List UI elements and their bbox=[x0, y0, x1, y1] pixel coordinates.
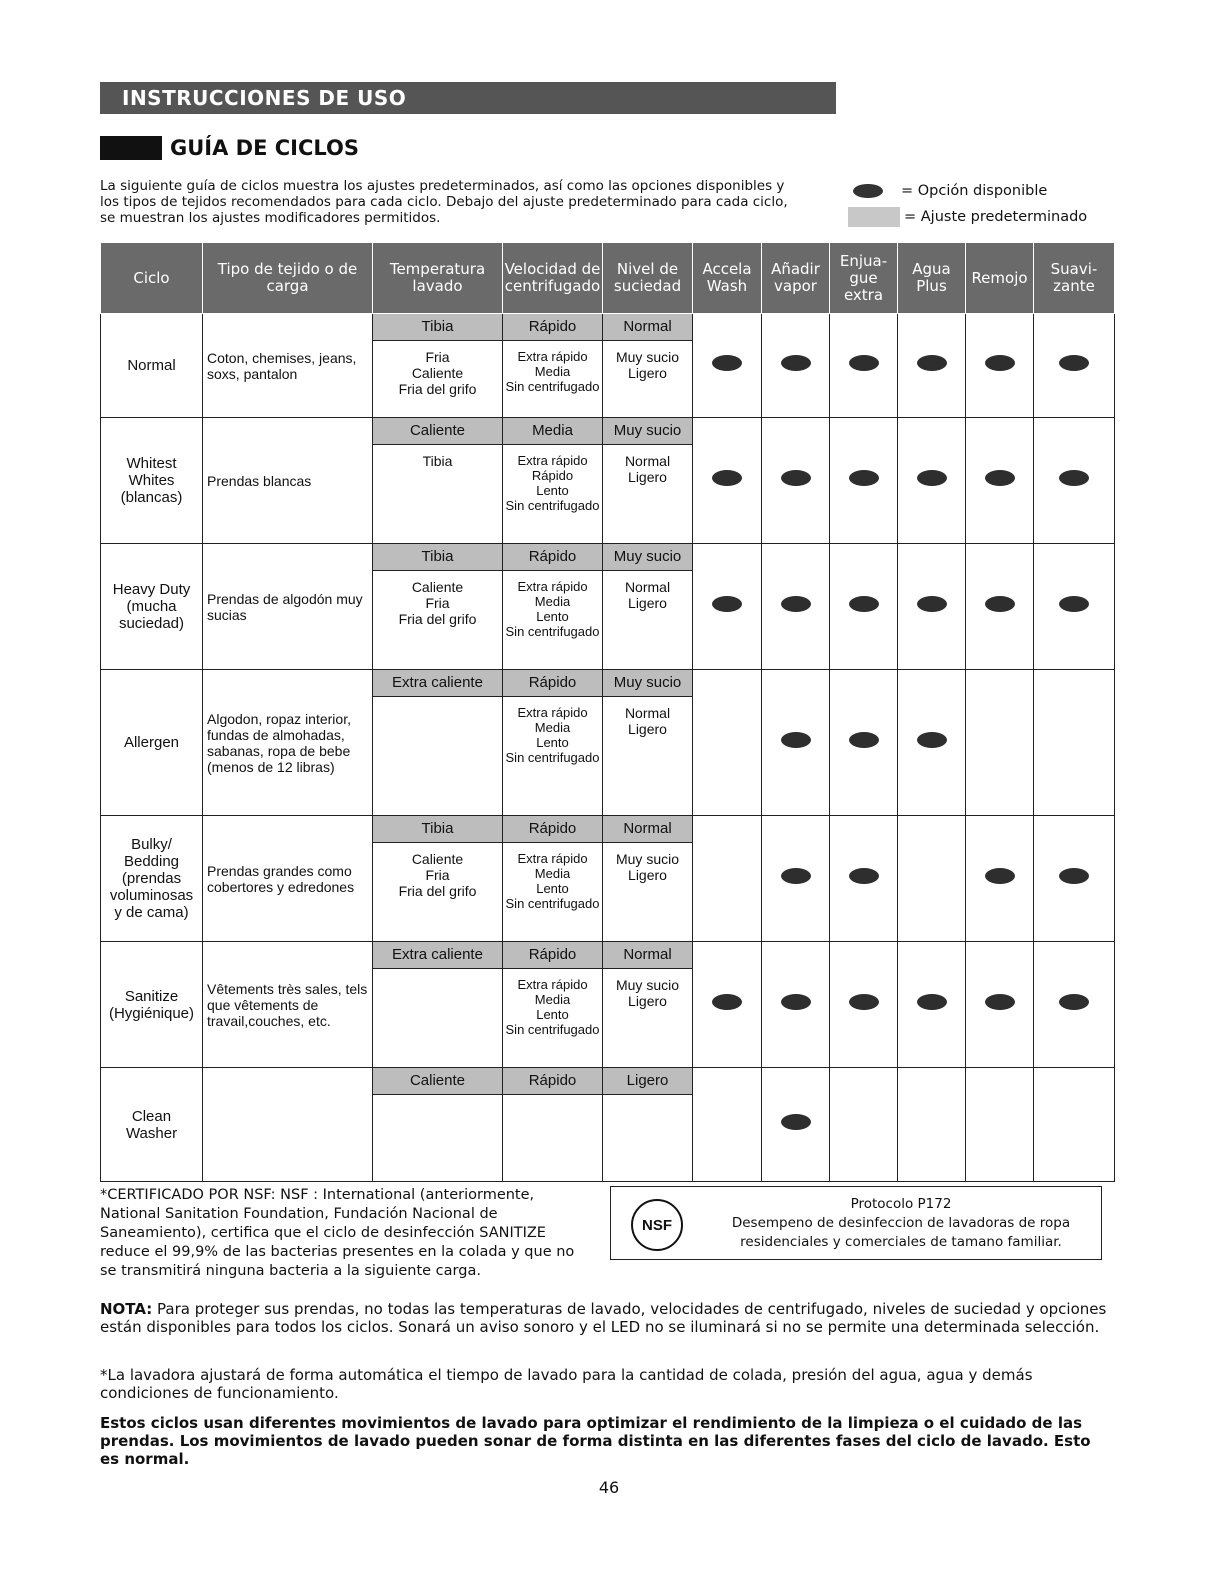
table-row bbox=[101, 670, 1115, 816]
option-available-icon bbox=[985, 994, 1015, 1010]
spin-speed-cell bbox=[503, 942, 603, 1068]
table-header-row bbox=[101, 243, 1115, 314]
option-cell bbox=[830, 816, 898, 942]
cycle-name-cell bbox=[101, 544, 203, 670]
temperature-cell bbox=[373, 418, 503, 544]
option-cell bbox=[830, 670, 898, 816]
spin-speed-options: Extra rápido Media Lento Sin centrifugado bbox=[505, 579, 600, 639]
option-cell bbox=[966, 670, 1034, 816]
soil-level-options: Normal Ligero bbox=[624, 705, 671, 737]
nota-paragraph bbox=[100, 1300, 1110, 1336]
fabric-type-cell-text: Coton, chemises, jeans, soxs, pantalon bbox=[207, 349, 357, 382]
nsf-logo: NSF bbox=[631, 1199, 683, 1251]
option-available-icon bbox=[849, 994, 879, 1010]
soil-level-options bbox=[603, 1095, 692, 1103]
table-row bbox=[101, 544, 1115, 670]
option-available-icon bbox=[1059, 470, 1089, 486]
spin-speed-options bbox=[503, 1095, 602, 1103]
column-header: Accela Wash bbox=[693, 243, 762, 314]
legend-default-label: = Ajuste predeterminado bbox=[904, 209, 1088, 225]
option-available-icon bbox=[1059, 868, 1089, 884]
temperature-options bbox=[373, 1095, 502, 1103]
option-available-icon bbox=[849, 355, 879, 371]
option-cell bbox=[1034, 670, 1115, 816]
column-header: Remojo bbox=[966, 243, 1034, 314]
spin-speed-default: Rápido bbox=[503, 670, 602, 697]
cycle-name-cell-text: Normal bbox=[127, 357, 176, 374]
soil-level-default: Muy sucio bbox=[603, 544, 692, 571]
spin-speed-default: Media bbox=[503, 418, 602, 445]
fabric-type-cell-text: Algodon, ropaz interior, fundas de almohadas, sabanas, ropa de bebe (menos de 12 libras) bbox=[207, 710, 351, 775]
column-header: Suavi- zante bbox=[1034, 243, 1115, 314]
temperature-cell bbox=[373, 314, 503, 418]
soil-level-cell bbox=[603, 670, 693, 816]
table-row bbox=[101, 1068, 1115, 1182]
spin-speed-default: Rápido bbox=[503, 816, 602, 843]
soil-level-default: Muy sucio bbox=[603, 670, 692, 697]
option-cell bbox=[693, 418, 762, 544]
spin-speed-options: Extra rápido Media Sin centrifugado bbox=[505, 349, 600, 394]
option-available-icon bbox=[985, 470, 1015, 486]
option-cell bbox=[898, 816, 966, 942]
intro-paragraph: La siguiente guía de ciclos muestra los ajustes predeterminados, así como las opciones disponibles y los tipos de tejidos recomendados para cada ciclo. Debajo del ajuste predeterminado para cada ciclo, se muestran los ajustes modificadores permitidos. bbox=[100, 178, 788, 226]
soil-level-default: Normal bbox=[603, 942, 692, 969]
column-header: Añadir vapor bbox=[762, 243, 830, 314]
soil-level-default: Ligero bbox=[603, 1068, 692, 1095]
spin-speed-cell bbox=[503, 544, 603, 670]
table-row bbox=[101, 418, 1115, 544]
option-cell bbox=[830, 314, 898, 418]
option-available-icon bbox=[781, 596, 811, 612]
option-cell bbox=[830, 418, 898, 544]
option-available-icon bbox=[917, 355, 947, 371]
table-row bbox=[101, 816, 1115, 942]
temperature-default: Tibia bbox=[373, 816, 502, 843]
spin-speed-options: Extra rápido Media Lento Sin centrifugado bbox=[505, 705, 600, 765]
legend-available bbox=[848, 178, 1087, 204]
column-header: Nivel de suciedad bbox=[603, 243, 693, 314]
cycle-name-cell-text: Allergen bbox=[123, 734, 180, 751]
option-cell bbox=[693, 544, 762, 670]
column-header: Temperatura lavado bbox=[373, 243, 503, 314]
cycle-name-cell-text: Heavy Duty (mucha suciedad) bbox=[112, 581, 191, 632]
nsf-certification-note: *CERTIFICADO POR NSF: NSF : International (anteriormente, National Sanitation Foundation, Fundación Nacional de Saneamiento), certifica que el ciclo de desinfección SANITIZE reduce el 99,9% de las bacterias presentes en la colada y que no se transmitirá ninguna bacteria a la siguiente carga. bbox=[100, 1187, 575, 1279]
spin-speed-cell bbox=[503, 314, 603, 418]
option-available-icon bbox=[712, 355, 742, 371]
temperature-default: Extra caliente bbox=[373, 942, 502, 969]
temperature-cell bbox=[373, 1068, 503, 1182]
nota-text: Para proteger sus prendas, no todas las temperaturas de lavado, velocidades de centrifugado, niveles de suciedad y opciones están disponibles para todos los ciclos. Sonará un aviso sonoro y el LED no se iluminará si no se permite una determinada selección. bbox=[100, 1300, 1107, 1336]
option-cell bbox=[762, 1068, 830, 1182]
soil-level-default: Normal bbox=[603, 314, 692, 341]
heading-bar bbox=[100, 136, 162, 160]
option-cell bbox=[693, 816, 762, 942]
cycle-name-cell bbox=[101, 1068, 203, 1182]
page-title: GUÍA DE CICLOS bbox=[170, 136, 359, 160]
spin-speed-options: Extra rápido Media Lento Sin centrifugado bbox=[505, 977, 600, 1037]
option-cell bbox=[898, 544, 966, 670]
table-row bbox=[101, 314, 1115, 418]
option-cell bbox=[966, 544, 1034, 670]
temperature-default: Caliente bbox=[373, 1068, 502, 1095]
temperature-default: Caliente bbox=[373, 418, 502, 445]
nsf-protocol-description: Desempeno de desinfeccion de lavadoras de ropa residenciales y comerciales de tamano familiar. bbox=[731, 1215, 1071, 1250]
cycle-guide-table bbox=[100, 242, 1115, 1182]
option-cell bbox=[1034, 816, 1115, 942]
option-available-icon bbox=[781, 470, 811, 486]
option-dot-icon bbox=[853, 184, 883, 198]
soil-level-options: Normal Ligero bbox=[624, 453, 671, 485]
option-cell bbox=[830, 544, 898, 670]
nsf-protocol-title: Protocolo P172 bbox=[850, 1196, 952, 1212]
option-cell bbox=[830, 942, 898, 1068]
option-available-icon bbox=[849, 470, 879, 486]
column-header: Ciclo bbox=[101, 243, 203, 314]
option-available-icon bbox=[917, 994, 947, 1010]
option-cell bbox=[1034, 1068, 1115, 1182]
option-available-icon bbox=[917, 732, 947, 748]
soil-level-default: Normal bbox=[603, 816, 692, 843]
temperature-options: Fria Caliente Fria del grifo bbox=[398, 349, 477, 397]
option-available-icon bbox=[917, 596, 947, 612]
option-cell bbox=[1034, 314, 1115, 418]
option-cell bbox=[898, 418, 966, 544]
temperature-cell bbox=[373, 670, 503, 816]
soil-level-cell bbox=[603, 816, 693, 942]
option-available-icon bbox=[712, 470, 742, 486]
legend-available-label: = Opción disponible bbox=[901, 183, 1048, 199]
option-cell bbox=[693, 942, 762, 1068]
option-available-icon bbox=[781, 994, 811, 1010]
fabric-type-cell-text: Prendas blancas bbox=[207, 472, 312, 489]
option-available-icon bbox=[985, 596, 1015, 612]
option-cell bbox=[762, 816, 830, 942]
cycle-name-cell bbox=[101, 670, 203, 816]
option-cell bbox=[1034, 544, 1115, 670]
option-cell bbox=[966, 816, 1034, 942]
table-row bbox=[101, 942, 1115, 1068]
option-available-icon bbox=[985, 355, 1015, 371]
fabric-type-cell-text: Prendas de algodón muy sucias bbox=[207, 590, 363, 623]
option-cell bbox=[693, 1068, 762, 1182]
cycle-name-cell bbox=[101, 418, 203, 544]
soil-level-default: Muy sucio bbox=[603, 418, 692, 445]
soil-level-cell bbox=[603, 418, 693, 544]
default-swatch-icon bbox=[848, 207, 900, 227]
option-cell bbox=[830, 1068, 898, 1182]
option-available-icon bbox=[781, 1114, 811, 1130]
section-heading bbox=[100, 134, 359, 162]
option-available-icon bbox=[781, 355, 811, 371]
column-header: Agua Plus bbox=[898, 243, 966, 314]
legend bbox=[848, 178, 1087, 230]
column-header: Enjua- gue extra bbox=[830, 243, 898, 314]
temperature-options bbox=[373, 697, 502, 705]
cycle-name-cell bbox=[101, 314, 203, 418]
option-cell bbox=[693, 314, 762, 418]
option-available-icon bbox=[917, 470, 947, 486]
page-number: 46 bbox=[598, 1478, 620, 1497]
spin-speed-cell bbox=[503, 816, 603, 942]
option-available-icon bbox=[712, 596, 742, 612]
fabric-type-cell bbox=[203, 314, 373, 418]
column-header: Tipo de tejido o de carga bbox=[203, 243, 373, 314]
temperature-options bbox=[373, 969, 502, 977]
cycle-name-cell bbox=[101, 816, 203, 942]
fabric-type-cell-text: Vêtements très sales, tels que vêtements de travail,couches, etc. bbox=[207, 980, 368, 1029]
temperature-options: Caliente Fria Fria del grifo bbox=[398, 579, 477, 627]
cycle-name-cell-text: Bulky/ Bedding (prendas voluminosas y de cama) bbox=[109, 836, 194, 921]
nota-label: NOTA: bbox=[100, 1300, 153, 1318]
option-available-icon bbox=[712, 994, 742, 1010]
option-cell bbox=[1034, 418, 1115, 544]
spin-speed-default: Rápido bbox=[503, 544, 602, 571]
fabric-type-cell bbox=[203, 418, 373, 544]
spin-speed-options: Extra rápido Media Lento Sin centrifugado bbox=[505, 851, 600, 911]
temperature-default: Tibia bbox=[373, 314, 502, 341]
option-available-icon bbox=[849, 732, 879, 748]
temperature-options: Caliente Fria Fria del grifo bbox=[398, 851, 477, 899]
temperature-default: Tibia bbox=[373, 544, 502, 571]
soil-level-cell bbox=[603, 544, 693, 670]
option-cell bbox=[762, 314, 830, 418]
option-available-icon bbox=[849, 868, 879, 884]
soil-level-options: Muy sucio Ligero bbox=[615, 977, 680, 1009]
option-cell bbox=[898, 670, 966, 816]
option-cell bbox=[966, 942, 1034, 1068]
option-available-icon bbox=[1059, 994, 1089, 1010]
option-available-icon bbox=[781, 732, 811, 748]
fabric-type-cell bbox=[203, 942, 373, 1068]
nsf-protocol-text bbox=[711, 1195, 1091, 1252]
option-cell bbox=[1034, 942, 1115, 1068]
option-cell bbox=[693, 670, 762, 816]
fabric-type-cell bbox=[203, 670, 373, 816]
option-available-icon bbox=[1059, 355, 1089, 371]
temperature-cell bbox=[373, 544, 503, 670]
spin-speed-default: Rápido bbox=[503, 942, 602, 969]
cycle-name-cell-text: Sanitize (Hygiénique) bbox=[108, 987, 195, 1022]
temperature-options: Tibia bbox=[422, 453, 453, 469]
option-cell bbox=[898, 942, 966, 1068]
fabric-type-cell-text: Prendas grandes como cobertores y edredones bbox=[207, 862, 355, 895]
soil-level-cell bbox=[603, 314, 693, 418]
auto-adjust-note: *La lavadora ajustará de forma automática el tiempo de lavado para la cantidad de colada, presión del agua, agua y demás condiciones de funcionamiento. bbox=[100, 1366, 1033, 1402]
option-available-icon bbox=[849, 596, 879, 612]
option-cell bbox=[966, 314, 1034, 418]
spin-speed-default: Rápido bbox=[503, 314, 602, 341]
option-cell bbox=[762, 670, 830, 816]
fabric-type-cell bbox=[203, 544, 373, 670]
option-available-icon bbox=[985, 868, 1015, 884]
wash-motion-note: Estos ciclos usan diferentes movimientos de lavado para optimizar el rendimiento de la limpieza o el cuidado de las prendas. Los movimientos de lavado pueden sonar de forma distinta en las diferentes fases del ciclo de lavado. Esto es normal. bbox=[100, 1414, 1091, 1468]
soil-level-cell bbox=[603, 1068, 693, 1182]
fabric-type-cell bbox=[203, 1068, 373, 1182]
soil-level-options: Muy sucio Ligero bbox=[615, 349, 680, 381]
cycle-name-cell bbox=[101, 942, 203, 1068]
column-header: Velocidad de centrifugado bbox=[503, 243, 603, 314]
spin-speed-default: Rápido bbox=[503, 1068, 602, 1095]
spin-speed-cell bbox=[503, 1068, 603, 1182]
section-banner: INSTRUCCIONES DE USO bbox=[100, 82, 836, 114]
spin-speed-cell bbox=[503, 670, 603, 816]
fabric-type-cell bbox=[203, 816, 373, 942]
option-cell bbox=[762, 942, 830, 1068]
nsf-protocol-box bbox=[610, 1186, 1102, 1260]
cycle-name-cell-text: Clean Washer bbox=[125, 1107, 178, 1142]
spin-speed-options: Extra rápido Rápido Lento Sin centrifugado bbox=[505, 453, 600, 513]
temperature-cell bbox=[373, 816, 503, 942]
option-cell bbox=[898, 314, 966, 418]
option-cell bbox=[966, 1068, 1034, 1182]
option-cell bbox=[898, 1068, 966, 1182]
soil-level-cell bbox=[603, 942, 693, 1068]
soil-level-options: Muy sucio Ligero bbox=[615, 851, 680, 883]
legend-default bbox=[848, 204, 1087, 230]
option-cell bbox=[762, 418, 830, 544]
spin-speed-cell bbox=[503, 418, 603, 544]
cycle-name-cell-text: Whitest Whites (blancas) bbox=[120, 455, 183, 506]
temperature-default: Extra caliente bbox=[373, 670, 502, 697]
option-available-icon bbox=[781, 868, 811, 884]
temperature-cell bbox=[373, 942, 503, 1068]
soil-level-options: Normal Ligero bbox=[624, 579, 671, 611]
option-cell bbox=[762, 544, 830, 670]
option-available-icon bbox=[1059, 596, 1089, 612]
option-cell bbox=[966, 418, 1034, 544]
